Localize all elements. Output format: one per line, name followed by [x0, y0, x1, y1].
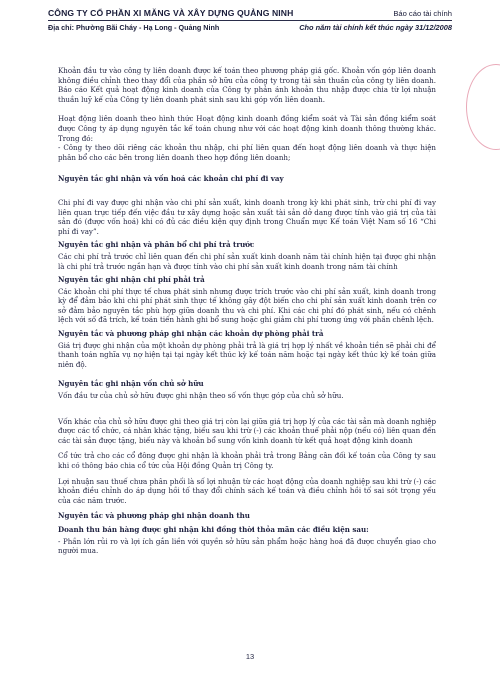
page-number: 13 [245, 652, 255, 661]
paragraph-dividends: Cổ tức trả cho các cổ đông được ghi nhận là khoản phải trả trong Bảng cân đối kế toán của Công ty sau khi có thông báo chia cổ tức của Hội đồng Quản trị Công ty. [58, 451, 436, 470]
heading-prepaid-expenses: Nguyên tắc ghi nhận và phân bổ chi phí trả trước [58, 240, 255, 250]
paragraph-prepaid-expenses: Các chi phí trả trước chỉ liên quan đến chi phí sản xuất kinh doanh năm tài chính hiện tại được ghi nhận là chi phí trả trước ngắn hạn và được tính vào chi phí sản xuất kinh doanh trong năm tài chính [58, 251, 436, 271]
heading-provisions: Nguyên tắc và phương pháp ghi nhận các khoản dự phòng phải trả [58, 329, 324, 339]
paragraph-borrowing-costs: Chi phí đi vay được ghi nhận vào chi phí sản xuất, kinh doanh trong kỳ khi phát sinh, trừ chi phí đi vay liên quan trực tiếp đến việc đầu tư xây dựng hoặc sản xuất tài sản dở dang được tính vào giá trị của tài sản đó (được vốn hoá) khi có đủ các điều kiện quy định trong Chuẩn mực Kế toán Việt Nam số 16 “Chi phí đi vay”. [58, 197, 436, 236]
heading-accrued-expenses: Nguyên tắc ghi nhận chi phí phải trả [58, 275, 205, 285]
document-body [58, 66, 436, 556]
company-name: CÔNG TY CỔ PHẦN XI MĂNG VÀ XÂY DỰNG QUẢNG NINH [48, 8, 294, 18]
paragraph-risk-transfer: - Phần lớn rủi ro và lợi ích gắn liền với quyền sở hữu sản phẩm hoặc hàng hoá đã được chuyển giao cho người mua. [58, 536, 436, 556]
paragraph-equity-method: Khoản đầu tư vào công ty liên doanh được kế toán theo phương pháp giá gốc. Khoản vốn góp liên doanh không điều chỉnh theo thay đổi của phần sở hữu của công ty trong tài sản thuần của công ty liên doanh. Báo cáo Kết quả hoạt động kinh doanh của Công ty phản ánh khoản thu nhập được chia từ lợi nhuận thuần luỹ kế của Công ty liên doanh phát sinh sau khi góp vốn liên doanh. [58, 66, 436, 104]
paragraph-joint-control-detail: - Công ty theo dõi riêng các khoản thu nhập, chi phí liên quan đến hoạt động liên doanh và thực hiện phân bổ cho các bên trong liên doanh theo hợp đồng liên doanh; [58, 143, 436, 162]
red-seal-stamp [466, 64, 500, 150]
paragraph-retained-earnings: Lợi nhuận sau thuế chưa phân phối là số lợi nhuận từ các hoạt động của doanh nghiệp sau khi trừ (-) các khoản điều chỉnh do áp dụng hồi tố thay đổi chính sách kế toán và điều chỉnh hồi tố sai sót trọng yếu của các năm trước. [58, 476, 436, 505]
company-address: Địa chỉ: Phường Bãi Cháy - Hạ Long - Quảng Ninh [48, 23, 220, 32]
heading-borrowing-costs: Nguyên tắc ghi nhận và vốn hoá các khoản chi phí đi vay [58, 174, 284, 184]
paragraph-joint-control: Hoạt động liên doanh theo hình thức Hoạt động kinh doanh đồng kiểm soát và Tài sản đồng kiểm soát được Công ty áp dụng nguyên tắc kế toán chung như với các hoạt động kinh doanh thông thường khác. Trong đó: [58, 114, 436, 143]
heading-sales-revenue-conditions: Doanh thu bán hàng được ghi nhận khi đồng thời thỏa mãn các điều kiện sau: [58, 524, 369, 534]
report-period: Cho năm tài chính kết thúc ngày 31/12/2008 [299, 23, 452, 32]
heading-owners-equity: Nguyên tắc ghi nhận vốn chủ sở hữu [58, 379, 204, 389]
paragraph-accrued-expenses: Các khoản chi phí thực tế chưa phát sinh nhưng được trích trước vào chi phí sản xuất, kinh doanh trong kỳ để đảm bảo khi chi phí phát sinh thực tế không gây đột biến cho chi phí sản xuất kinh doanh trên cơ sở đảm bảo nguyên tắc phù hợp giữa doanh thu và chi phí. Khi các chi phí đó phát sinh, nếu có chênh lệch với số đã trích, kế toán tiến hành ghi bổ sung hoặc ghi giảm chi phí tương ứng với phần chênh lệch. [58, 286, 436, 325]
page-header [48, 8, 452, 32]
header-rule [48, 20, 452, 21]
report-type: Báo cáo tài chính [393, 9, 452, 18]
paragraph-provisions: Giá trị được ghi nhận của một khoản dự phòng phải trả là giá trị hợp lý nhất về khoản tiền sẽ phải chi để thanh toán nghĩa vụ nợ hiện tại tại ngày kết thúc kỳ kế toán năm hoặc tại ngày kết thúc kỳ kế toán giữa niên độ. [58, 340, 436, 369]
paragraph-owners-capital: Vốn đầu tư của chủ sở hữu được ghi nhận theo số vốn thực góp của chủ sở hữu. [58, 391, 344, 401]
heading-revenue-recognition: Nguyên tắc và phương pháp ghi nhận doanh thu [58, 511, 250, 521]
paragraph-other-capital: Vốn khác của chủ sở hữu được ghi theo giá trị còn lại giữa giá trị hợp lý của các tài sản mà doanh nghiệp được các tổ chức, cá nhân khác tặng, biếu sau khi trừ (-) các khoản thuế phải nộp (nếu có) liên quan đến các tài sản được tặng, biếu này và khoản bổ sung vốn kinh doanh từ kết quả hoạt động kinh doanh [58, 416, 436, 445]
